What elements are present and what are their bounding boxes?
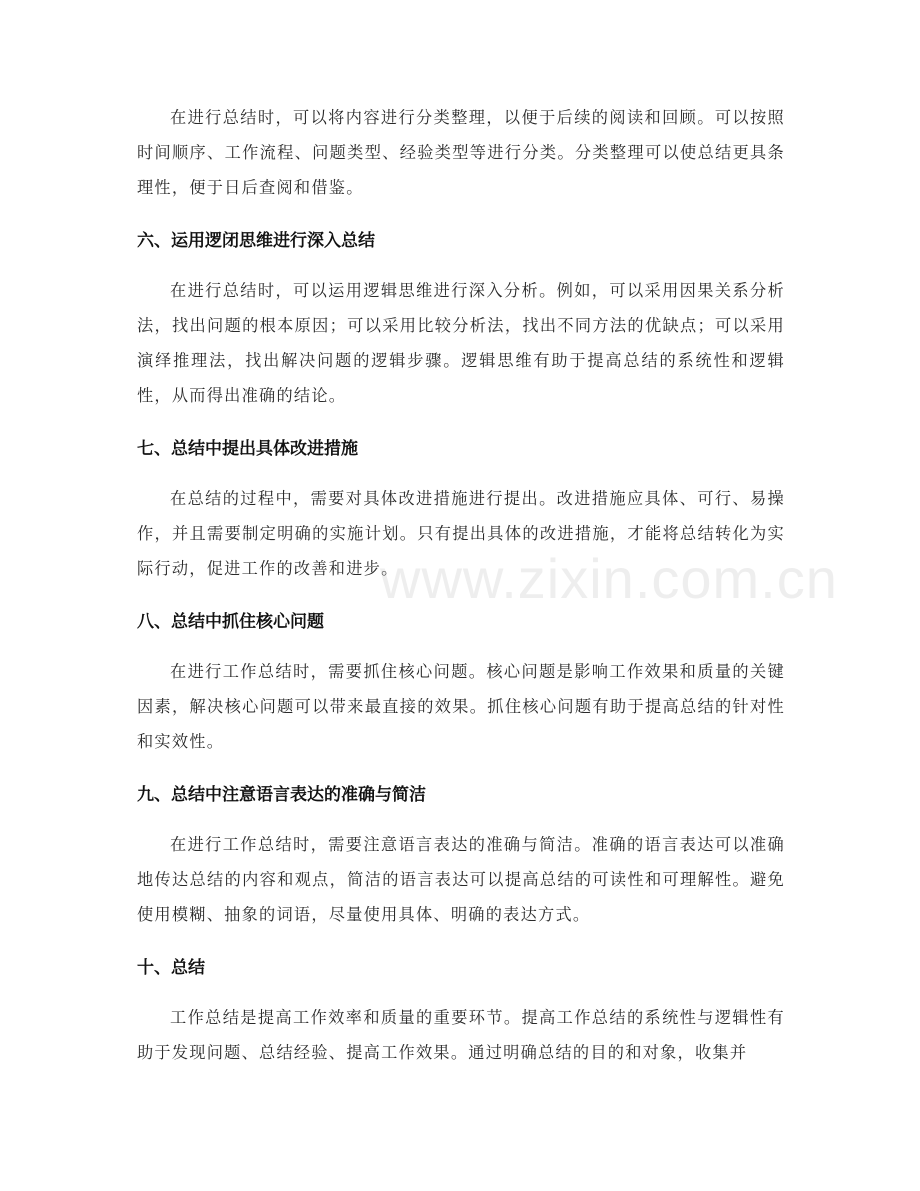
section-paragraph-9: 在进行工作总结时，需要注意语言表达的准确与简洁。准确的语言表达可以准确地传达总结的内容和观点，简洁的语言表达可以提高总结的可读性和可理解性。避免使用模糊、抽象的词语，尽量使用具体、明确的表达方式。 bbox=[137, 835, 785, 924]
section-heading-6: 六、运用逻闭思维进行深入总结 bbox=[137, 231, 375, 251]
section-paragraph-8: 在进行工作总结时，需要抓住核心问题。核心问题是影响工作效果和质量的关键因素，解决核心问题可以带来最直接的效果。抓住核心问题有助于提高总结的针对性和实效性。 bbox=[137, 662, 785, 751]
section-paragraph-10: 工作总结是提高工作效率和质量的重要环节。提高工作总结的系统性与逻辑性有助于发现问题、总结经验、提高工作效果。通过明确总结的目的和对象，收集并 bbox=[137, 1008, 785, 1062]
document-body bbox=[137, 100, 785, 1070]
section-heading-8: 八、总结中抓住核心问题 bbox=[137, 612, 324, 632]
section-heading-7: 七、总结中提出具体改进措施 bbox=[137, 439, 358, 459]
section-paragraph-7: 在总结的过程中，需要对具体改进措施进行提出。改进措施应具体、可行、易操作，并且需要制定明确的实施计划。只有提出具体的改进措施，才能将总结转化为实际行动，促进工作的改善和进步。 bbox=[137, 489, 785, 578]
section-heading-10: 十、总结 bbox=[137, 958, 205, 978]
watermark-text: www.zixin.com.cn bbox=[380, 547, 838, 610]
section-heading-9: 九、总结中注意语言表达的准确与简洁 bbox=[137, 785, 426, 805]
intro-paragraph: 在进行总结时，可以将内容进行分类整理，以便于后续的阅读和回顾。可以按照时间顺序、工作流程、问题类型、经验类型等进行分类。分类整理可以使总结更具条理性，便于日后查阅和借鉴。 bbox=[137, 108, 785, 197]
section-paragraph-6: 在进行总结时，可以运用逻辑思维进行深入分析。例如，可以采用因果关系分析法，找出问题的根本原因；可以采用比较分析法，找出不同方法的优缺点；可以采用演绎推理法，找出解决问题的逻辑步骤。逻辑思维有助于提高总结的系统性和逻辑性，从而得出准确的结论。 bbox=[137, 281, 785, 405]
